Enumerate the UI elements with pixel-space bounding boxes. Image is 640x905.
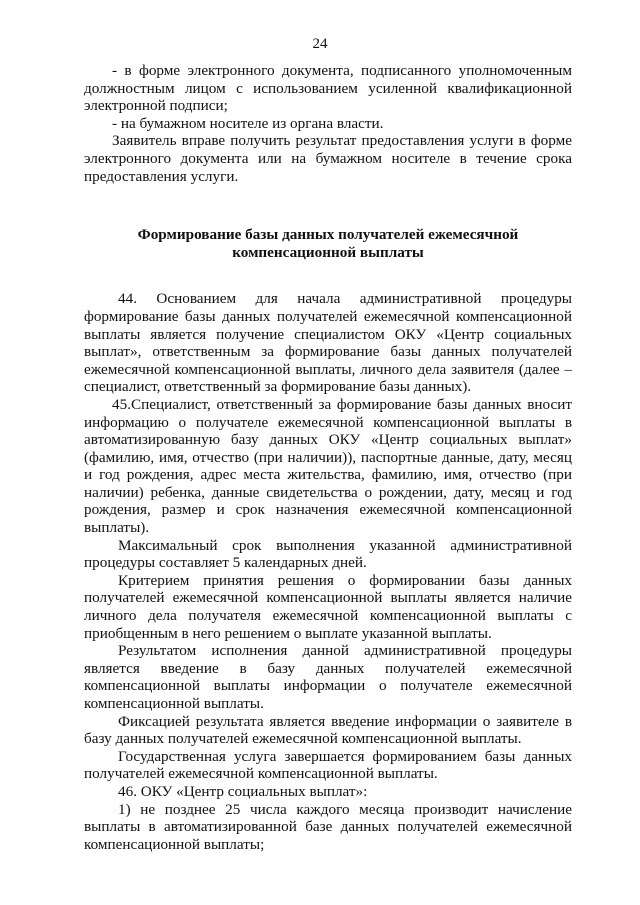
paragraph-44: 44. Основанием для начала административной процедуры формирование базы данных получателей ежемесячной компенсационной выплаты является получение специалистом ОКУ «Центр социальных выплат», ответственным за формирование базы данных получателей ежемесячной компенсационной выплаты, личного дела заявителя (далее – специалист, ответственный за формирование базы данных). xyxy=(84,290,572,396)
paragraph-fixation: Фиксацией результата является введение информации о заявителе в базу данных получателей ежемесячной компенсационной выплаты. xyxy=(84,712,572,748)
paragraph-45: 45.Специалист, ответственный за формирование базы данных вносит информацию о получателе ежемесячной компенсационной выплаты в автоматизированную базу данных ОКУ «Центр социальных выплат» (фамилию, имя, отчество (при наличии)), паспортные данные, дату, месяц и год рождения, адрес места жительства, фамилию, имя, отчество (при наличии) ребенка, данные свидетельства о рождении, дату, месяц и год рождения, размер и срок назначения ежемесячной компенсационной выплаты). xyxy=(84,395,572,537)
applicant-right-paragraph: Заявитель вправе получить результат предоставления услуги в форме электронного документа или на бумажном носителе в течение срока предоставления услуги. xyxy=(84,132,572,185)
document-body xyxy=(84,62,572,853)
intro-block xyxy=(84,62,572,185)
delivery-option-electronic: - в форме электронного документа, подписанного уполномоченным должностным лицом с использованием усиленной квалификационной электронной подписи; xyxy=(84,62,572,115)
paragraph-46-item-1: 1) не позднее 25 числа каждого месяца производит начисление выплаты в автоматизированной базе данных получателей ежемесячной компенсационной выплаты; xyxy=(84,800,572,853)
delivery-option-paper: - на бумажном носителе из органа власти. xyxy=(112,114,384,132)
paragraph-completion: Государственная услуга завершается формированием базы данных получателей ежемесячной компенсационной выплаты. xyxy=(84,747,572,783)
page-number: 24 xyxy=(312,36,328,52)
section-heading: Формирование базы данных получателей ежемесячной компенсационной выплаты xyxy=(137,226,519,261)
paragraph-result: Результатом исполнения данной административной процедуры является введение в базу данных получателей ежемесячной компенсационной выплаты информации о получателе ежемесячной компенсационной выплаты. xyxy=(84,642,572,712)
section-body xyxy=(84,290,572,853)
paragraph-max-term: Максимальный срок выполнения указанной административной процедуры составляет 5 календарных дней. xyxy=(84,536,572,572)
paragraph-criterion: Критерием принятия решения о формировании базы данных получателей ежемесячной компенсационной выплаты является наличие личного дела получателя ежемесячной компенсационной выплаты с приобщенным в него решением о выплате указанной выплаты. xyxy=(84,571,572,642)
paragraph-46: 46. ОКУ «Центр социальных выплат»: xyxy=(118,782,368,800)
